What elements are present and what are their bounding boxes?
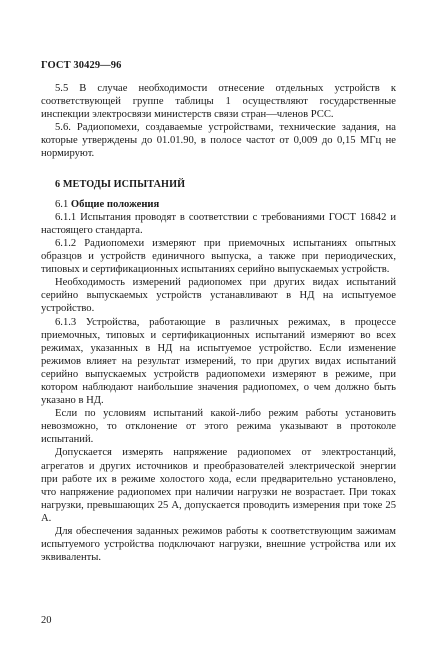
- document-code-header: ГОСТ 30429—96: [41, 60, 122, 71]
- paragraph-6-1-1: 6.1.1 Испытания проводят в соответствии с требованиями ГОСТ 16842 и настоящего стандарта.: [41, 211, 396, 236]
- paragraph-load-connection: Для обеспечения заданных режимов работы к соответствующим зажимам испытуемого устройства подключают нагрузки, внешние устройства или их эквиваленты.: [41, 526, 396, 564]
- paragraph-idle-mode: Допускается измерять напряжение радиопомех от электростанций, агрегатов и других источников и преобразователей электрической энергии при работе их в режиме холостого хода, если предварительно установлено, что напряжение радиопомех при наличии нагрузки не возрастает. При токах нагрузки, превышающих 25 А, допускается проводить измерения при токе 25 А.: [41, 447, 396, 524]
- document-body: [41, 82, 396, 564]
- subsection-number: 6.1: [55, 198, 69, 210]
- section-heading: 6 МЕТОДЫ ИСПЫТАНИЙ: [55, 178, 186, 190]
- paragraph-5-6: 5.6. Радиопомехи, создаваемые устройствами, технические задания, на которые утверждены до 01.01.90, в полосе частот от 0,009 до 0,15 МГц не нормируют.: [41, 122, 396, 160]
- paragraph-mode-deviation: Если по условиям испытаний какой-либо режим работы установить невозможно, то отклонение от этого режима указывают в протоколе испытаний.: [41, 408, 396, 446]
- page-number: 20: [41, 615, 52, 626]
- paragraph-6-1-3: 6.1.3 Устройства, работающие в различных режимах, в процессе приемочных, типовых и сертификационных испытаний измеряют во всех режимах, указанных в НД на испытуемое устройство. Если изменение режимов влияет на результат измерений, то при других видах испытаний серийно выпускаемых устройств радиопомехи измеряют в режиме, при котором наблюдают наибольшие значения радиопомех, о чем должно быть указано в НД.: [41, 316, 396, 407]
- paragraph-5-5: 5.5 В случае необходимости отнесение отдельных устройств к соответствующей группе таблицы 1 осуществляют государственные инспекции электросвязи министерств связи стран—членов РСС.: [41, 83, 396, 121]
- subsection-title: Общие положения: [70, 198, 160, 210]
- paragraph-6-1-2: 6.1.2 Радиопомехи измеряют при приемочных испытаниях опытных образцов и устройств единичного выпуска, а также при периодических, типовых и сертификационных испытаниях серийно выпускаемых устройств.: [41, 237, 396, 276]
- paragraph-necessity: Необходимость измерений радиопомех при других видах испытаний серийно выпускаемых устройств устанавливают в НД на испытуемое устройство.: [41, 277, 396, 315]
- subsection-heading: [41, 198, 396, 211]
